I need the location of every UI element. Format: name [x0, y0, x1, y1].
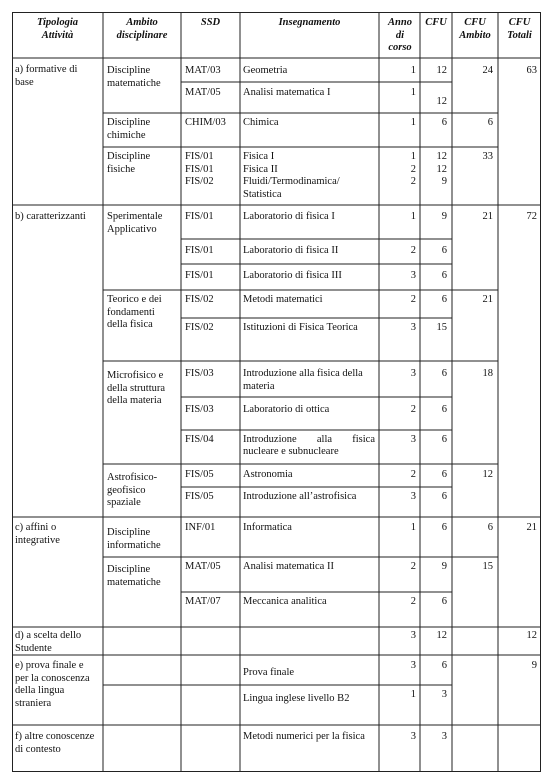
- ssd-cell: FIS/01: [185, 270, 214, 281]
- tipologia-f: f) altre conoscenze di contesto: [15, 731, 95, 755]
- ssd-cell: MAT/03: [185, 65, 221, 76]
- anno-cell: 2: [410, 561, 416, 572]
- cfu-cell: 6: [441, 270, 447, 281]
- ssd-cell: FIS/03: [185, 368, 214, 379]
- insegnamento-cell: Astronomia: [243, 469, 293, 480]
- ssd-cell: FIS/05: [185, 469, 214, 480]
- cfu-ambito-cell: 24: [482, 65, 493, 76]
- cfu-cell: 6: [441, 294, 447, 305]
- ambito-discipline-chimiche: Discipline chimiche: [107, 117, 151, 141]
- ssd-cell: MAT/05: [185, 87, 221, 98]
- ssd-cell: FIS/02: [185, 322, 214, 333]
- cfu-totali-cell: 21: [526, 522, 537, 533]
- anno-cell: 1: [410, 689, 416, 700]
- header-cfu-ambito: CFU Ambito: [459, 17, 491, 41]
- insegnamento-cell: Metodi matematici: [243, 294, 323, 305]
- anno-cell: 3: [410, 270, 416, 281]
- cfu-cell: 6: [441, 522, 447, 533]
- ssd-cell: FIS/03: [185, 404, 214, 415]
- insegnamento-cell-line2: nucleare e subnucleare: [243, 446, 339, 457]
- insegnamento-cell: Metodi numerici per la fisica: [243, 731, 365, 742]
- anno-cell: 3: [410, 630, 416, 641]
- ambito-discipline-matematiche: Discipline matematiche: [107, 65, 161, 89]
- insegnamento-cell: Laboratorio di fisica III: [243, 270, 342, 281]
- cfu-ambito-cell: 21: [482, 211, 493, 222]
- cfu-totali-cell: 72: [526, 211, 537, 222]
- header-ambito: Ambito disciplinare: [116, 17, 168, 41]
- insegnamento-cell: Lingua inglese livello B2: [243, 693, 350, 704]
- anno-cell: 1: [410, 87, 416, 98]
- ssd-cell: MAT/07: [185, 596, 221, 607]
- header-cfu-totali: CFU Totali: [507, 17, 532, 41]
- cfu-totali-cell: 12: [526, 630, 537, 641]
- insegnamento-cell: Fisica I Fisica II Fluidi/Termodinamica/ Statistica: [243, 151, 340, 200]
- insegnamento-cell: Informatica: [243, 522, 292, 533]
- header-anno: Anno di corso: [388, 17, 412, 53]
- anno-cell: 3: [410, 434, 416, 445]
- insegnamento-cell: Analisi matematica II: [243, 561, 334, 572]
- ssd-cell: CHIM/03: [185, 117, 226, 128]
- insegnamento-cell: Laboratorio di fisica II: [243, 245, 339, 256]
- cfu-cell: 9: [441, 561, 447, 572]
- cfu-cell: 6: [441, 469, 447, 480]
- tipologia-d: d) a scelta dello Studente: [15, 630, 82, 654]
- cfu-cell: 6: [441, 404, 447, 415]
- cfu-cell: 6: [441, 596, 447, 607]
- tipologia-e: e) prova finale e per la conoscenza della lingua straniera: [15, 660, 90, 709]
- cfu-cell: 3: [441, 731, 447, 742]
- cfu-cell: 12 12 9: [436, 151, 447, 187]
- cfu-ambito-cell: 6: [487, 522, 493, 533]
- ssd-cell: FIS/05: [185, 491, 214, 502]
- cfu-cell: 9: [441, 211, 447, 222]
- anno-cell: 2: [410, 404, 416, 415]
- ambito-astrofisico: Astrofisico- geofisico spaziale: [107, 472, 158, 508]
- cfu-ambito-cell: 21: [482, 294, 493, 305]
- cfu-cell: 6: [441, 491, 447, 502]
- anno-cell: 1: [410, 65, 416, 76]
- ssd-cell: FIS/01 FIS/01 FIS/02: [185, 151, 214, 187]
- header-tipologia: Tipologia Attività: [36, 17, 79, 41]
- anno-cell: 2: [410, 469, 416, 480]
- cfu-ambito-cell: 15: [482, 561, 493, 572]
- anno-cell: 1 2 2: [410, 151, 416, 187]
- ambito-sperimentale-applicativo: Sperimentale Applicativo: [107, 211, 163, 235]
- header-ssd: SSD: [200, 17, 221, 28]
- cfu-cell: 6: [441, 117, 447, 128]
- cfu-ambito-cell: 12: [482, 469, 493, 480]
- insegnamento-cell: Chimica: [243, 117, 279, 128]
- anno-cell: 3: [410, 322, 416, 333]
- anno-cell: 3: [410, 491, 416, 502]
- ssd-cell: FIS/01: [185, 211, 214, 222]
- insegnamento-cell: Introduzione alla fisica della materia: [243, 368, 363, 392]
- insegnamento-cell: Laboratorio di ottica: [243, 404, 330, 415]
- anno-cell: 1: [410, 522, 416, 533]
- cfu-cell: 3: [441, 689, 447, 700]
- ambito-microfisico: Microfisico e della struttura della materia: [107, 370, 166, 406]
- cfu-cell: 6: [441, 434, 447, 445]
- header-insegnamento: Insegnamento: [278, 17, 341, 28]
- ssd-cell: MAT/05: [185, 561, 221, 572]
- insegnamento-cell: Geometria: [243, 65, 288, 76]
- ssd-cell: INF/01: [185, 522, 216, 533]
- insegnamento-cell: Istituzioni di Fisica Teorica: [243, 322, 358, 333]
- ambito-discipline-matematiche-c: Discipline matematiche: [107, 564, 161, 588]
- curriculum-table: [12, 12, 541, 772]
- anno-cell: 3: [410, 660, 416, 671]
- cfu-cell: 6: [441, 660, 447, 671]
- cfu-cell: 6: [441, 245, 447, 256]
- header-cfu: CFU: [425, 17, 447, 28]
- cfu-cell: 6: [441, 368, 447, 379]
- ssd-cell: FIS/02: [185, 294, 214, 305]
- cfu-ambito-cell: 18: [482, 368, 493, 379]
- anno-cell: 2: [410, 596, 416, 607]
- anno-cell: 3: [410, 731, 416, 742]
- insegnamento-cell: Analisi matematica I: [243, 87, 331, 98]
- anno-cell: 2: [410, 245, 416, 256]
- cfu-totali-cell: 9: [531, 660, 537, 671]
- cfu-totali-cell: 63: [526, 65, 537, 76]
- ambito-discipline-fisiche: Discipline fisiche: [107, 151, 151, 175]
- ssd-cell: FIS/01: [185, 245, 214, 256]
- insegnamento-cell: Meccanica analitica: [243, 596, 327, 607]
- cfu-ambito-cell: 6: [487, 117, 493, 128]
- cfu-ambito-cell: 33: [482, 151, 493, 162]
- insegnamento-cell: Introduzione all’astrofisica: [243, 491, 357, 502]
- cfu-cell: 12: [436, 96, 447, 107]
- tipologia-b: b) caratterizzanti: [15, 211, 86, 222]
- ssd-cell: FIS/04: [185, 434, 214, 445]
- insegnamento-cell: Prova finale: [243, 667, 295, 678]
- cfu-cell: 15: [436, 322, 447, 333]
- ambito-discipline-informatiche: Discipline informatiche: [107, 527, 161, 551]
- tipologia-c: c) affini o integrative: [15, 522, 60, 546]
- anno-cell: 1: [410, 117, 416, 128]
- anno-cell: 2: [410, 294, 416, 305]
- insegnamento-cell: Introduzione alla fisica: [243, 434, 375, 445]
- anno-cell: 1: [410, 211, 416, 222]
- tipologia-a: a) formative di base: [15, 64, 78, 88]
- cfu-cell: 12: [436, 630, 447, 641]
- anno-cell: 3: [410, 368, 416, 379]
- ambito-teorico: Teorico e dei fondamenti della fisica: [107, 294, 162, 330]
- insegnamento-cell: Laboratorio di fisica I: [243, 211, 335, 222]
- cfu-cell: 12: [436, 65, 447, 76]
